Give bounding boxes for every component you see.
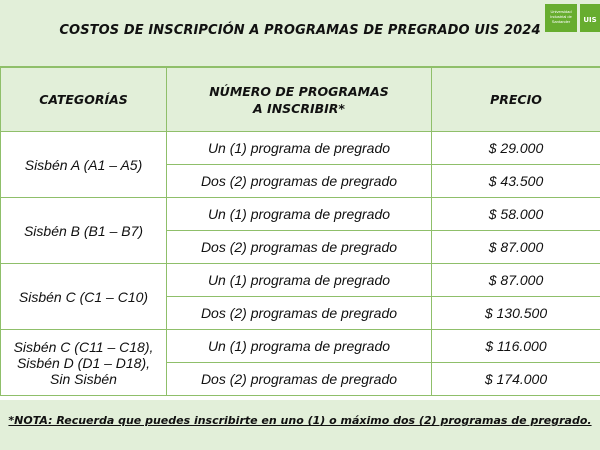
price-cell: $ 58.000 [432,198,600,231]
programs-cell: Dos (2) programas de pregrado [167,363,432,396]
page-title: COSTOS DE INSCRIPCIÓN A PROGRAMAS DE PREGRADO UIS 2024 [59,23,541,38]
title-banner [0,0,600,67]
svg-text:UIS: UIS [583,16,597,24]
price-cell: $ 174.000 [432,363,600,396]
price-cell: $ 87.000 [432,231,600,264]
price-cell: $ 116.000 [432,330,600,363]
column-header-price: PRECIO [432,68,600,132]
programs-cell: Un (1) programa de pregrado [167,198,432,231]
column-header-categories: CATEGORÍAS [1,68,167,132]
programs-cell: Dos (2) programas de pregrado [167,297,432,330]
programs-cell: Un (1) programa de pregrado [167,132,432,165]
category-cell: Sisbén C (C1 – C10) [1,264,167,330]
category-cell [1,330,167,396]
category-line: Sisbén D (D1 – D18), [16,354,151,371]
programs-cell: Dos (2) programas de pregrado [167,165,432,198]
price-cell: $ 130.500 [432,297,600,330]
programs-cell: Un (1) programa de pregrado [167,264,432,297]
column-header-programs: NÚMERO DE PROGRAMAS A INSCRIBIR* [167,68,432,132]
university-logo [545,4,577,32]
footnote: *NOTA: Recuerda que puedes inscribirte en uno (1) o máximo dos (2) programas de pregrado. [8,414,592,427]
logo-text: Universidad Industrial de Santander [550,9,572,24]
price-cell: $ 43.500 [432,165,600,198]
programs-cell: Dos (2) programas de pregrado [167,231,432,264]
uis-logo-icon [580,4,600,32]
table-row [1,132,600,165]
table-row [1,264,600,297]
category-line: Sin Sisbén [50,370,117,387]
table-row [1,330,600,363]
programs-cell: Un (1) programa de pregrado [167,330,432,363]
table-header-row [1,68,600,132]
note-banner [0,400,600,450]
table-row [1,198,600,231]
category-cell: Sisbén B (B1 – B7) [1,198,167,264]
price-cell: $ 87.000 [432,264,600,297]
category-cell: Sisbén A (A1 – A5) [1,132,167,198]
category-line: Sisbén C (C11 – C18), [13,338,154,355]
price-cell: $ 29.000 [432,132,600,165]
cost-table [0,67,600,396]
